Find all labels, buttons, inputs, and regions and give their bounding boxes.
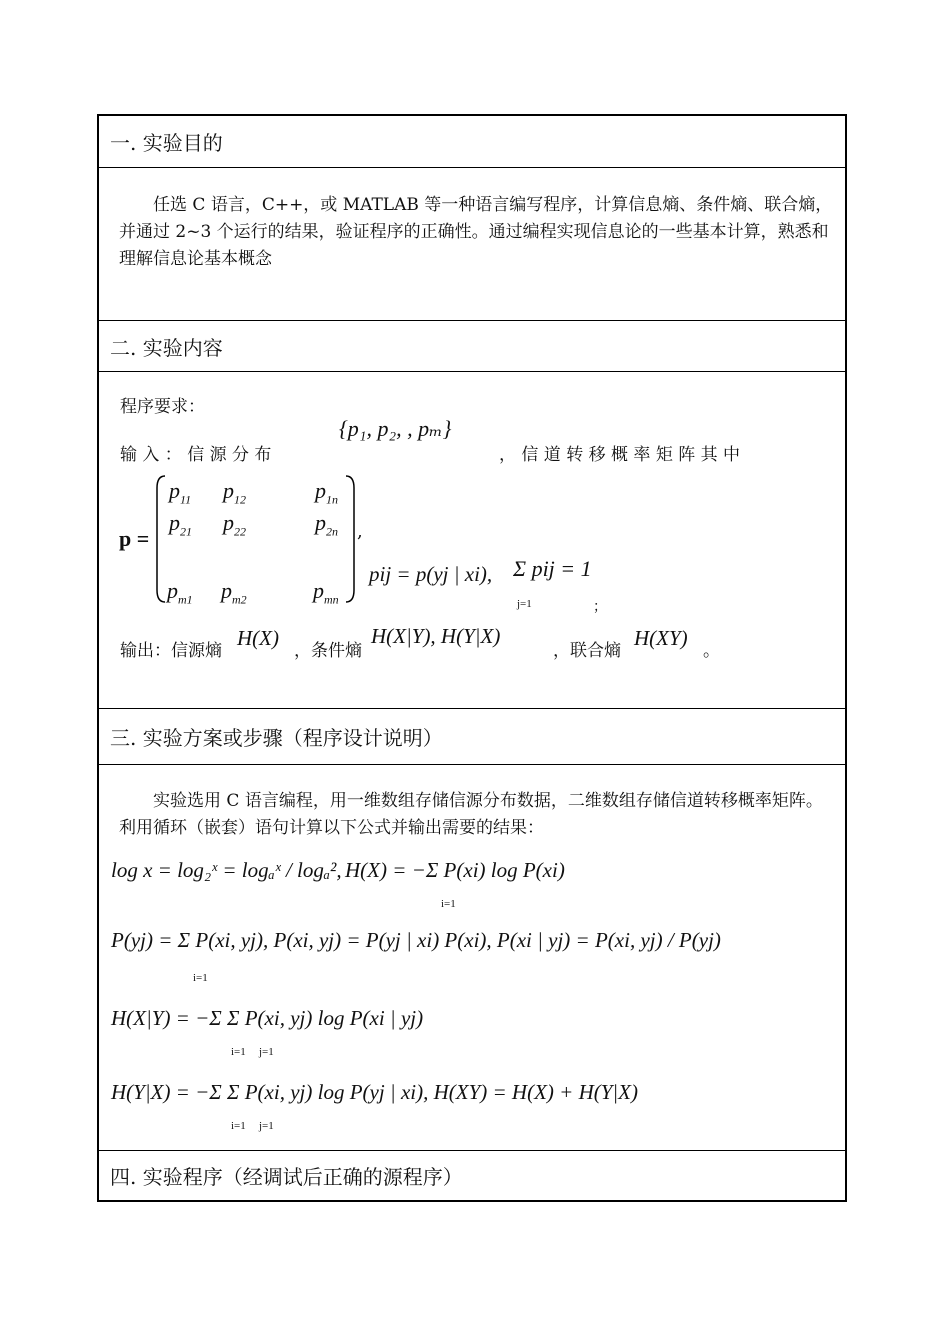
- formula-probability-relations: P(yj) = Σ P(xi, yj), P(xi, yj) = P(yj | xi) P(xi), P(xi | yj) = P(xi, yj) / P(yj): [111, 928, 721, 952]
- section-4-title: 四. 实验程序（经调试后正确的源程序）: [110, 1165, 463, 1189]
- matrix-comma: ,: [357, 521, 363, 542]
- report-table: [97, 114, 847, 1202]
- joint-entropy-label: ，联合熵: [553, 641, 621, 661]
- matrix-cell-pm2: $p_{m2}$: [221, 578, 247, 607]
- channel-matrix-text: ， 信 道 转 移 概 率 矩 阵 其 中: [499, 445, 741, 465]
- section-3-title: 三. 实验方案或步骤（程序设计说明）: [110, 726, 443, 750]
- conditional-entropy-label: ，条件熵: [294, 641, 362, 661]
- output-period: 。: [703, 641, 720, 661]
- formula-log-base: log x = log₂ˣ = logₐˣ / logₐ²,: [111, 858, 342, 882]
- output-label: 输出：信源熵: [120, 641, 222, 661]
- matrix-cell-p2n: $p_{2n}$: [315, 510, 338, 539]
- source-entropy-symbol: H(X): [237, 626, 279, 650]
- formula-xy-index-j: j=1: [259, 1046, 274, 1058]
- section-3-header: [99, 708, 845, 765]
- pij-definition: pij = p(yj | xi),: [369, 562, 493, 586]
- matrix-label: p =: [119, 526, 150, 551]
- source-distribution-set: {p₁, p₂, , pₘ}: [339, 416, 452, 441]
- section-1-body: 任选 C 语言，C++，或 MATLAB 等一种语言编写程序，计算信息熵、条件熵、联合熵，并通过 2~3 个运行的结果，验证程序的正确性。通过编程实现信息论的一些基本计算，熟悉和理解信息论基本概念: [119, 195, 833, 269]
- formula-yx-index-i: i=1: [231, 1120, 246, 1132]
- formula-source-entropy: H(X) = −Σ P(xi) log P(xi): [345, 858, 565, 882]
- formula-probability-index: i=1: [193, 972, 208, 984]
- formula-yx-index-j: j=1: [259, 1120, 274, 1132]
- section-1-title: 一. 实验目的: [110, 131, 223, 155]
- conditional-entropy-symbols: H(X|Y), H(Y|X): [371, 624, 501, 648]
- section-2-header: [99, 320, 845, 372]
- matrix-cell-p21: $p_{21}$: [169, 510, 192, 539]
- matrix-cell-pm1: $p_{m1}$: [167, 578, 193, 607]
- matrix-cell-p11: $p_{11}$: [169, 478, 192, 507]
- matrix-cell-p12: $p_{12}$: [223, 478, 246, 507]
- formula-source-entropy-index: i=1: [441, 898, 456, 910]
- matrix-cell-p22: $p_{22}$: [223, 510, 246, 539]
- matrix-left-bracket: [155, 474, 167, 604]
- section-3-body: 实验选用 C 语言编程，用一维数组存储信源分布数据，二维数组存储信道转移概率矩阵。利用循环（嵌套）语句计算以下公式并输出需要的结果：: [119, 791, 823, 838]
- section-4-header: [99, 1150, 845, 1200]
- joint-entropy-symbol: H(XY): [634, 626, 688, 650]
- formula-xy-index-i: i=1: [231, 1046, 246, 1058]
- matrix-cell-p1n: $p_{1n}$: [315, 478, 338, 507]
- row-sum-index: j=1: [517, 598, 532, 610]
- matrix-right-bracket: [344, 474, 356, 604]
- formula-conditional-entropy-yx: H(Y|X) = −Σ Σ P(xi, yj) log P(yj | xi), H(XY) = H(X) + H(Y|X): [111, 1080, 638, 1104]
- matrix-cell-pmn: $p_{mn}$: [313, 578, 339, 607]
- row-sum-condition: Σ pij = 1: [513, 556, 592, 581]
- condition-semicolon: ；: [593, 599, 607, 615]
- formula-conditional-entropy-xy: H(X|Y) = −Σ Σ P(xi, yj) log P(xi | yj): [111, 1006, 424, 1030]
- section-1-header: [99, 116, 845, 168]
- input-label: 输 入 ： 信 源 分 布: [120, 445, 272, 465]
- section-2-title: 二. 实验内容: [110, 335, 223, 360]
- program-requirements-label: 程序要求：: [120, 397, 205, 417]
